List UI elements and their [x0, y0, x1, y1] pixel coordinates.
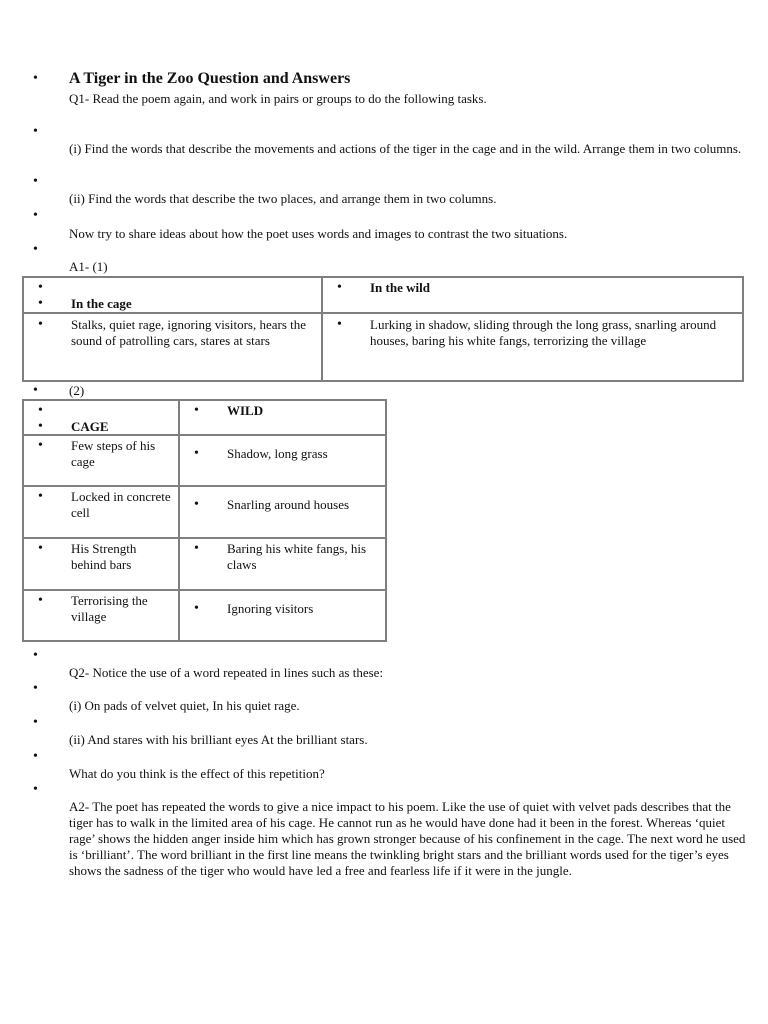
table-cell: [23, 538, 179, 590]
cage-cell-text: Locked in concrete cell: [71, 489, 171, 520]
cage-cell-text: His Strength behind bars: [71, 541, 137, 572]
bullet-icon: •: [337, 317, 342, 332]
bullet-icon: •: [38, 438, 43, 453]
header-in-the-wild: In the wild: [370, 280, 430, 295]
table-cell: [23, 313, 322, 381]
bullet-icon: •: [194, 601, 199, 616]
bullet-icon: •: [33, 782, 38, 797]
a1-label: A1- (1): [69, 259, 108, 274]
table-cell: [23, 590, 179, 641]
cage-cell-text: Few steps of his cage: [71, 438, 156, 469]
table-row: [23, 313, 743, 381]
table-header-row: [23, 400, 386, 435]
part-2-label: (2): [69, 383, 85, 398]
bullet-icon: •: [33, 681, 38, 696]
bullet-icon: •: [38, 403, 43, 418]
table-header-cell: [23, 400, 179, 435]
wild-cell-text: Ignoring visitors: [227, 601, 314, 616]
bullet-icon: •: [33, 648, 38, 663]
table-header-cell: [179, 400, 386, 435]
bullet-icon: •: [33, 174, 38, 189]
table-header-cell: [322, 277, 743, 313]
header-wild: WILD: [227, 403, 264, 418]
q2-line-2: (ii) And stares with his brilliant eyes At the brilliant stars.: [69, 732, 368, 747]
a2-answer: A2- The poet has repeated the words to give a nice impact to his poem. Like the use of quiet with velvet pads describes that the tiger has to walk in the limited area of his cage. He cannot run as he would have done had it been in the forest. Whereas ‘quiet rage’ shows the hidden anger inside him which has grown stronger because of his confinement in the cage. The next word he used is ‘brilliant’. The word brilliant in the first line means the twinkling bright stars and the brilliant words used for the tiger’s eyes shows the sadness of the tiger who would have led a free and fearless life if it were in the jungle.: [69, 799, 746, 878]
q1-task-2: (ii) Find the words that describe the two places, and arrange them in two columns.: [69, 191, 497, 206]
wild-actions-text: Lurking in shadow, sliding through the long grass, snarling around houses, baring his white fangs, terrorizing the village: [370, 317, 717, 348]
cage-cell-text: Terrorising the village: [71, 593, 148, 624]
bullet-icon: •: [38, 317, 43, 332]
bullet-icon: •: [33, 749, 38, 764]
bullet-icon: •: [33, 208, 38, 223]
header-in-the-cage: In the cage: [71, 296, 132, 311]
wild-cell-text: Snarling around houses: [227, 497, 350, 512]
table-cell: [179, 538, 386, 590]
table-movements: [22, 276, 744, 382]
q2-intro: Q2- Notice the use of a word repeated in lines such as these:: [69, 665, 384, 680]
bullet-icon: •: [194, 497, 199, 512]
bullet-icon: •: [33, 124, 38, 139]
bullet-icon: •: [33, 71, 38, 86]
table-cell: [23, 486, 179, 538]
table-places: [22, 399, 387, 642]
bullet-icon: •: [33, 715, 38, 730]
bullet-icon: •: [337, 280, 342, 295]
q2-question: What do you think is the effect of this repetition?: [69, 766, 325, 781]
wild-cell-text: Baring his white fangs, his claws: [227, 541, 367, 572]
bullet-icon: •: [38, 541, 43, 556]
table-row: [23, 538, 386, 590]
q1-task-3: Now try to share ideas about how the poet uses words and images to contrast the two situations.: [69, 226, 568, 241]
table-row: [23, 590, 386, 641]
header-cage: CAGE: [71, 419, 109, 434]
bullet-icon: •: [33, 383, 38, 398]
table-cell: [23, 435, 179, 486]
cage-actions-text: Stalks, quiet rage, ignoring visitors, hears the sound of patrolling cars, stares at stars: [71, 317, 307, 348]
bullet-icon: •: [38, 489, 43, 504]
table-cell: [179, 435, 386, 486]
bullet-icon: •: [38, 280, 43, 295]
bullet-icon: •: [38, 419, 43, 434]
table-row: [23, 435, 386, 486]
bullet-icon: •: [38, 296, 43, 311]
bullet-icon: •: [33, 242, 38, 257]
bullet-icon: •: [38, 593, 43, 608]
table-header-cell: [23, 277, 322, 313]
table-cell: [179, 486, 386, 538]
q1-intro: Q1- Read the poem again, and work in pairs or groups to do the following tasks.: [69, 91, 487, 106]
bullet-icon: •: [194, 446, 199, 461]
table-row: [23, 486, 386, 538]
table-cell: [179, 590, 386, 641]
page-title: A Tiger in the Zoo Question and Answers: [69, 70, 351, 87]
bullet-icon: •: [194, 403, 199, 418]
q2-line-1: (i) On pads of velvet quiet, In his quiet rage.: [69, 698, 300, 713]
table-header-row: [23, 277, 743, 313]
q1-task-1: (i) Find the words that describe the movements and actions of the tiger in the cage and in the wild. Arrange them in two columns.: [69, 141, 742, 156]
bullet-icon: •: [194, 541, 199, 556]
table-cell: [322, 313, 743, 381]
wild-cell-text: Shadow, long grass: [227, 446, 328, 461]
